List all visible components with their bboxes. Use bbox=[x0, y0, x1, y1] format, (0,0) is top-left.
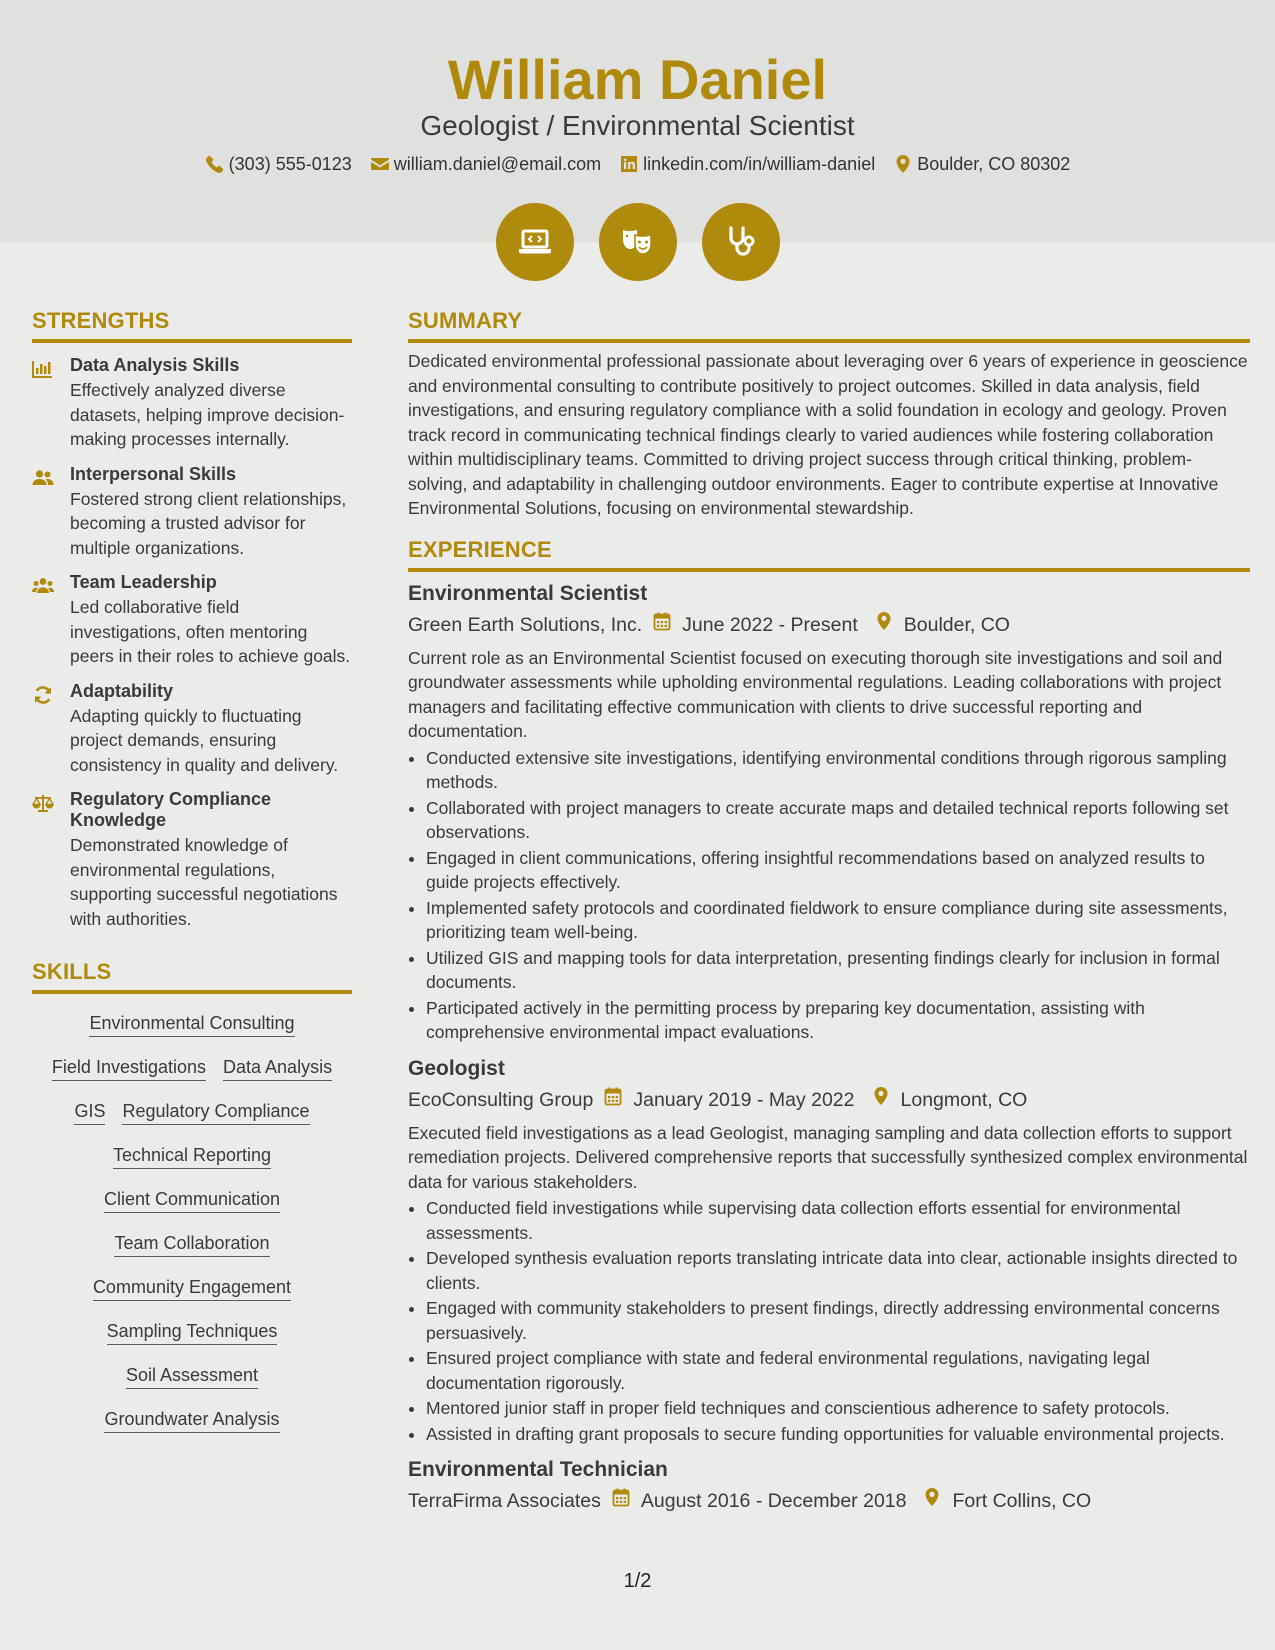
strength-item bbox=[32, 355, 352, 452]
strength-body bbox=[70, 681, 352, 778]
strengths-heading: STRENGTHS bbox=[32, 306, 352, 343]
skills-row bbox=[32, 1188, 352, 1213]
skills-heading: SKILLS bbox=[32, 957, 352, 994]
contact-phone[interactable] bbox=[205, 151, 352, 177]
skill-tag: Environmental Consulting bbox=[89, 1012, 294, 1037]
strength-body bbox=[70, 789, 352, 931]
job-meta bbox=[408, 1486, 1250, 1516]
job-company: EcoConsulting Group bbox=[408, 1088, 594, 1111]
skills-row bbox=[32, 1012, 352, 1037]
skill-tag: Soil Assessment bbox=[126, 1364, 258, 1389]
job-company: TerraFirma Associates bbox=[408, 1490, 601, 1512]
job-meta bbox=[408, 1085, 1250, 1115]
phone-icon bbox=[205, 154, 225, 174]
job-dates: January 2019 - May 2022 bbox=[633, 1088, 855, 1111]
skill-tag: Client Communication bbox=[104, 1188, 280, 1213]
job-location: Longmont, CO bbox=[900, 1088, 1028, 1111]
job-bullet: • Engaged with community stakeholders to present findings, directly addressing environmental concerns persuasively. bbox=[426, 1296, 1250, 1345]
linkedin-text: linkedin.com/in/william-daniel bbox=[643, 154, 876, 174]
contact-location bbox=[893, 151, 1070, 177]
left-column bbox=[32, 306, 352, 1433]
job-location: Boulder, CO bbox=[903, 613, 1010, 636]
job-bullets bbox=[408, 1196, 1250, 1446]
job-title: Environmental Technician bbox=[408, 1458, 668, 1481]
skills-row bbox=[32, 1056, 352, 1081]
strength-item bbox=[32, 789, 352, 931]
calendar-icon bbox=[603, 1085, 623, 1115]
envelope-icon bbox=[370, 154, 390, 174]
theater-masks-icon bbox=[599, 203, 677, 281]
job-entry bbox=[408, 1456, 1250, 1516]
page-number: 1/2 bbox=[623, 1570, 652, 1592]
skills-row bbox=[32, 1100, 352, 1125]
balance-scale-icon bbox=[32, 789, 70, 931]
skills-row bbox=[32, 1144, 352, 1169]
map-pin-icon bbox=[922, 1486, 942, 1516]
map-pin-icon bbox=[871, 1085, 891, 1115]
strength-name: Regulatory Compliance Knowledge bbox=[70, 789, 272, 830]
job-description: Executed field investigations as a lead Geologist, managing sampling and data collection efforts to support remediation projects. Delivered comprehensive reports that successfully synthesized complex environmental data for various stakeholders. bbox=[408, 1122, 1248, 1192]
skill-tag: Groundwater Analysis bbox=[104, 1408, 279, 1433]
user-friends-icon bbox=[32, 464, 70, 561]
job-title: Environmental Scientist bbox=[408, 581, 648, 605]
users-icon bbox=[32, 572, 70, 669]
job-bullet: • Implemented safety protocols and coordinated fieldwork to ensure compliance during site assessments, prioritizing team well-being. bbox=[426, 896, 1250, 945]
summary-text: Dedicated environmental professional passionate about leveraging over 6 years of experience in geoscience and environmental consulting to contribute positively to project outcomes. Skilled in data analysis, field investigations, and ensuring regulatory compliance with a solid foundation in ecology and geology. Proven track record in communicating technical findings clearly to varied audiences while fostering collaboration within multidisciplinary teams. Committed to driving project success through critical thinking, problem-solving, and adaptability in challenging outdoor environments. Eager to contribute expertise at Innovative Environmental Solutions, focusing on environmental stewardship. bbox=[408, 351, 1248, 518]
job-title: Geologist bbox=[408, 1056, 505, 1080]
laptop-code-icon bbox=[496, 203, 574, 281]
contact-bar bbox=[0, 151, 1275, 177]
skills-list bbox=[32, 1012, 352, 1433]
job-bullet: • Conducted extensive site investigations, identifying environmental conditions through rigorous sampling methods. bbox=[426, 746, 1250, 795]
candidate-name: William Daniel bbox=[447, 48, 828, 111]
skill-tag: Technical Reporting bbox=[113, 1144, 271, 1169]
skill-tag: Data Analysis bbox=[223, 1056, 332, 1081]
stethoscope-icon bbox=[702, 203, 780, 281]
job-entry bbox=[408, 1055, 1250, 1447]
strength-item bbox=[32, 681, 352, 778]
calendar-icon bbox=[652, 610, 672, 640]
experience-heading: EXPERIENCE bbox=[408, 535, 1250, 572]
job-bullet: • Engaged in client communications, offering insightful recommendations based on analyzed results to guide projects effectively. bbox=[426, 846, 1250, 895]
skill-tag: Team Collaboration bbox=[114, 1232, 269, 1257]
experience-list bbox=[408, 580, 1250, 1517]
job-description: Current role as an Environmental Scientist focused on executing thorough site investigations and soil and groundwater assessments while upholding environmental regulations. Leading collaborations with project managers and facilitating effective communication with clients to drive successful reporting and documentation. bbox=[408, 647, 1223, 741]
map-pin-icon bbox=[893, 154, 913, 174]
job-entry bbox=[408, 580, 1250, 1045]
map-pin-icon bbox=[874, 610, 894, 640]
strength-item bbox=[32, 464, 352, 561]
strength-description: Adapting quickly to fluctuating project demands, ensuring consistency in quality and delivery. bbox=[70, 705, 339, 775]
skills-row bbox=[32, 1232, 352, 1257]
job-bullet: • Developed synthesis evaluation reports translating intricate data into clear, actionable insights directed to clients. bbox=[426, 1246, 1250, 1295]
sync-icon bbox=[32, 681, 70, 778]
skill-tag: Regulatory Compliance bbox=[122, 1100, 309, 1125]
summary-heading: SUMMARY bbox=[408, 306, 1250, 343]
job-dates: August 2016 - December 2018 bbox=[640, 1490, 907, 1512]
linkedin-icon bbox=[619, 154, 639, 174]
candidate-title: Geologist / Environmental Scientist bbox=[420, 110, 855, 141]
strength-name: Interpersonal Skills bbox=[70, 463, 237, 484]
contact-email[interactable] bbox=[370, 151, 601, 177]
email-text: william.daniel@email.com bbox=[393, 154, 602, 174]
skills-row bbox=[32, 1276, 352, 1301]
skill-tag: Community Engagement bbox=[93, 1276, 291, 1301]
calendar-icon bbox=[611, 1486, 631, 1516]
strength-body bbox=[70, 464, 352, 561]
job-meta bbox=[408, 610, 1250, 640]
job-dates: June 2022 - Present bbox=[682, 613, 858, 636]
strength-description: Led collaborative field investigations, often mentoring peers in their roles to achieve goals. bbox=[70, 597, 351, 666]
interest-icons bbox=[0, 203, 1275, 281]
skills-row bbox=[32, 1364, 352, 1389]
skills-row bbox=[32, 1320, 352, 1345]
right-column bbox=[408, 306, 1250, 1516]
skill-tag: Field Investigations bbox=[52, 1056, 206, 1081]
strength-body bbox=[70, 355, 352, 452]
job-bullet: • Participated actively in the permitting process by preparing key documentation, assisting with comprehensive environmental impact evaluations. bbox=[426, 996, 1250, 1045]
strength-name: Team Leadership bbox=[70, 572, 217, 592]
job-bullet: • Conducted field investigations while supervising data collection efforts essential for environmental assessments. bbox=[426, 1196, 1250, 1245]
skills-row bbox=[32, 1408, 352, 1433]
strength-description: Fostered strong client relationships, becoming a trusted advisor for multiple organizations. bbox=[70, 488, 347, 558]
strength-description: Demonstrated knowledge of environmental regulations, supporting successful negotiations with authorities. bbox=[70, 835, 338, 929]
job-bullet: • Collaborated with project managers to create accurate maps and detailed technical reports following set observations. bbox=[426, 796, 1250, 845]
strength-item bbox=[32, 572, 352, 669]
job-bullet: • Assisted in drafting grant proposals to secure funding opportunities for valuable environmental projects. bbox=[426, 1422, 1250, 1447]
strength-description: Effectively analyzed diverse datasets, helping improve decision-making processes internally. bbox=[70, 380, 345, 449]
job-bullet: • Mentored junior staff in proper field techniques and conscientious adherence to safety protocols. bbox=[426, 1396, 1250, 1421]
job-bullets bbox=[408, 746, 1250, 1045]
strengths-list bbox=[32, 355, 352, 931]
job-company: Green Earth Solutions, Inc. bbox=[408, 613, 643, 636]
bar-chart-icon bbox=[32, 355, 70, 452]
skill-tag: GIS bbox=[74, 1100, 105, 1125]
job-bullet: • Ensured project compliance with state and federal environmental regulations, navigating legal documentation rigorously. bbox=[426, 1346, 1250, 1395]
location-text: Boulder, CO 80302 bbox=[917, 154, 1071, 174]
strength-name: Adaptability bbox=[70, 680, 174, 701]
phone-text: (303) 555-0123 bbox=[228, 154, 352, 174]
strength-body bbox=[70, 572, 352, 669]
job-location: Fort Collins, CO bbox=[952, 1490, 1092, 1512]
contact-linkedin[interactable] bbox=[619, 151, 875, 177]
job-bullet: • Utilized GIS and mapping tools for data interpretation, presenting findings clearly for inclusion in formal documents. bbox=[426, 946, 1250, 995]
strength-name: Data Analysis Skills bbox=[70, 355, 240, 375]
skill-tag: Sampling Techniques bbox=[107, 1320, 278, 1345]
